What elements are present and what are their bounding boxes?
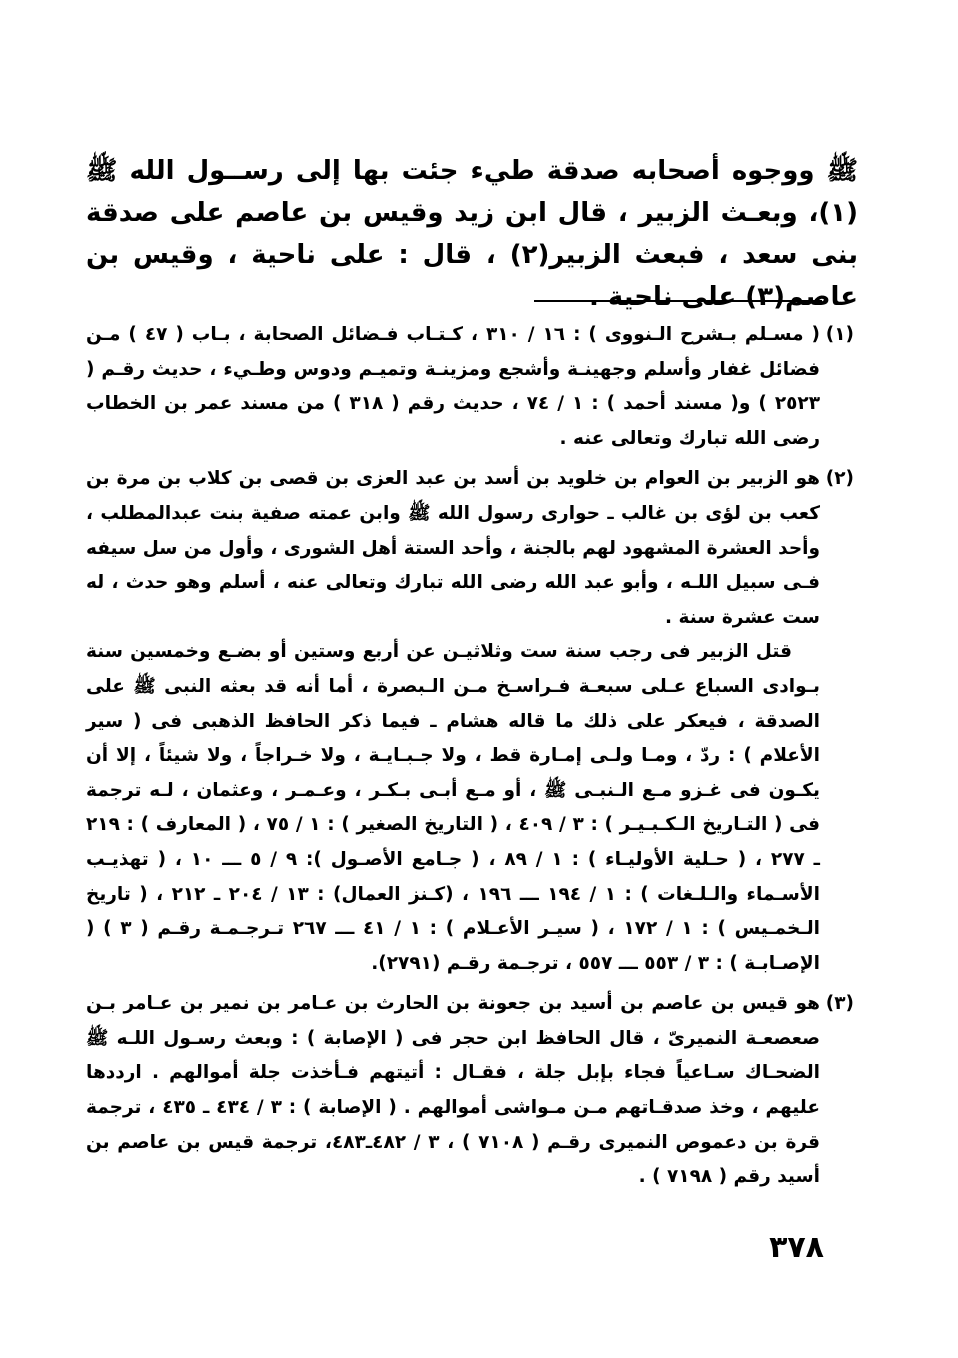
footnote-2-paragraph-1: هو الزبير بن العوام بن خلويد بن أسد بن عبد العزى بن قصى بن كلاب بن مرة بن كعب بن لؤى بن غالب ـ حوارى رسول الله ﷺ وابن عمته صفية بنت عبدالمطلب ، وأحد العشرة المشهود لهم بالجنة ، وأحد الستة أهل الشورى ، وأول من سل سيفه فـى سبيل اللـه ، وأبو عبد الله رضى الله تبارك وتعالى عنه ، أسلم وهو حدث ، له ست عشرة سنة . bbox=[86, 468, 820, 628]
footnote-1-body bbox=[86, 318, 820, 456]
footnote-3 bbox=[86, 987, 854, 1195]
footnote-2-number: (٢) bbox=[825, 468, 854, 490]
footnote-3-body bbox=[86, 987, 820, 1195]
footnote-1-number: (١) bbox=[825, 324, 854, 345]
footnote-separator bbox=[534, 300, 822, 302]
main-paragraph: ﷺ ووجوه أصحابه صدقة طيء جئت بها إلى رســول الله ﷺ (١)، وبعـث الزبير ، قال ابن زيد وقيس بن عاصم على صدقة بنى سعد ، فبعث الزبير(٢) ، قال : على ناحية ، وقيس بن عاصم(٣) على ناحية . bbox=[86, 156, 858, 312]
main-text-block bbox=[86, 150, 858, 318]
footnote-2-paragraph-2: قتل الزبير فى رجب سنة ست وثلاثيـن عن أربع وستين أو بضـع وخمسين سنة بـوادى السباع عـلى سبعـة فـراسـخ مـن الـبصرة ، أما أنه قد بعثه النبى ﷺ على الصدقة ، فيعكر على ذلك ما قاله هشام ـ فيما ذكر الحافظ الذهبى فى ( سير الأعلام ) : ردّ ، ومـا ولـى إمـارة قط ، ولا جـبـايـة ، ولا خـراجاً ، ولا شيئاً ، إلا أن يكـون فى غـزو مـع الـنبـى ﷺ ، أو مـع أبـى بـكـر ، وعـمـر ، وعثمان ، لـه ترجمة فى ( التـاريخ الـكـبـيـر ) : ٣ / ٤٠٩ ، ( التاريخ الصغير ) : ١ / ٧٥ ، ( المعارف ) : ٢١٩ ـ ٢٧٧ ، ( حـلية الأوليـاء ) : ١ / ٨٩ ، ( جـامع الأصـول ): ٩ / ٥ ـــ ١٠ ، ( تهذيـب الأسـماء والـلـغات ) : ١ / ١٩٤ ـــ ١٩٦ ، (كـنز العمال) : ١٣ / ٢٠٤ ـ ٢١٢ ، ( تاريخ الـخمـيس ) : ١ / ١٧٢ ، ( سيـر الأعـلام ) : ١ / ٤١ ـــ ٢٦٧ تـرجـمـة رقـم ( ٣ ) ( الإصـابـة ) : ٣ / ٥٥٣ ـــ ٥٥٧ ، ترجـمة رقـم (٢٧٩١). bbox=[86, 641, 821, 974]
footnote-1 bbox=[86, 318, 854, 456]
page-number: ٣٧٨ bbox=[769, 1230, 824, 1265]
footnote-2-body bbox=[86, 462, 820, 981]
footnote-1-paragraph-1: ( مسـلم بـشرح الـنووى ) : ١٦ / ٣١٠ ، كـتـاب فـضائل الصحابة ، بـاب ( ٤٧ ) مـن فضائل غفار وأسلم وجهينـة وأشجع ومزينـة وتميـم ودوس وطـيء ، حديث رقـم ( ٢٥٢٣ ) و( مسند أحمد ) : ١ / ٧٤ ، حديث رقم ( ٣١٨ ) من مسند عمر بن الخطاب رضى الله تبارك وتعالى عنه . bbox=[86, 324, 821, 449]
footnote-3-paragraph-1: هو قيس بن عاصم بن أسيد بن جعونة بن الحارث بن عـامر بن نمير بن عـامر بـن صعصعـة النميرىّ ، قال الحافظ ابن حجر فى ( الإصابة ) : وبعث رسـول اللـه ﷺ الضحـاك سـاعياً فجاء بإبل جلة ، فقـال : أتيتهم فـأخذت جلة أموالهم . ارددها عليهم ، وخذ صدقـاتهم مـن مـواشى أموالهم . ( الإصابة ) : ٣ / ٤٣٤ ـ ٤٣٥ ، ترجمة قرة بن دعموص النميرى رقـم ( ٧١٠٨ ) ، ٣ / ٤٨٢ـ٤٨٣، ترجمة قيس بن عاصم بن أسيد رقم ( ٧١٩٨ ) . bbox=[86, 993, 820, 1188]
footnote-2 bbox=[86, 462, 854, 981]
footnote-3-number: (٣) bbox=[825, 993, 854, 1015]
footnotes-section bbox=[86, 318, 854, 1201]
